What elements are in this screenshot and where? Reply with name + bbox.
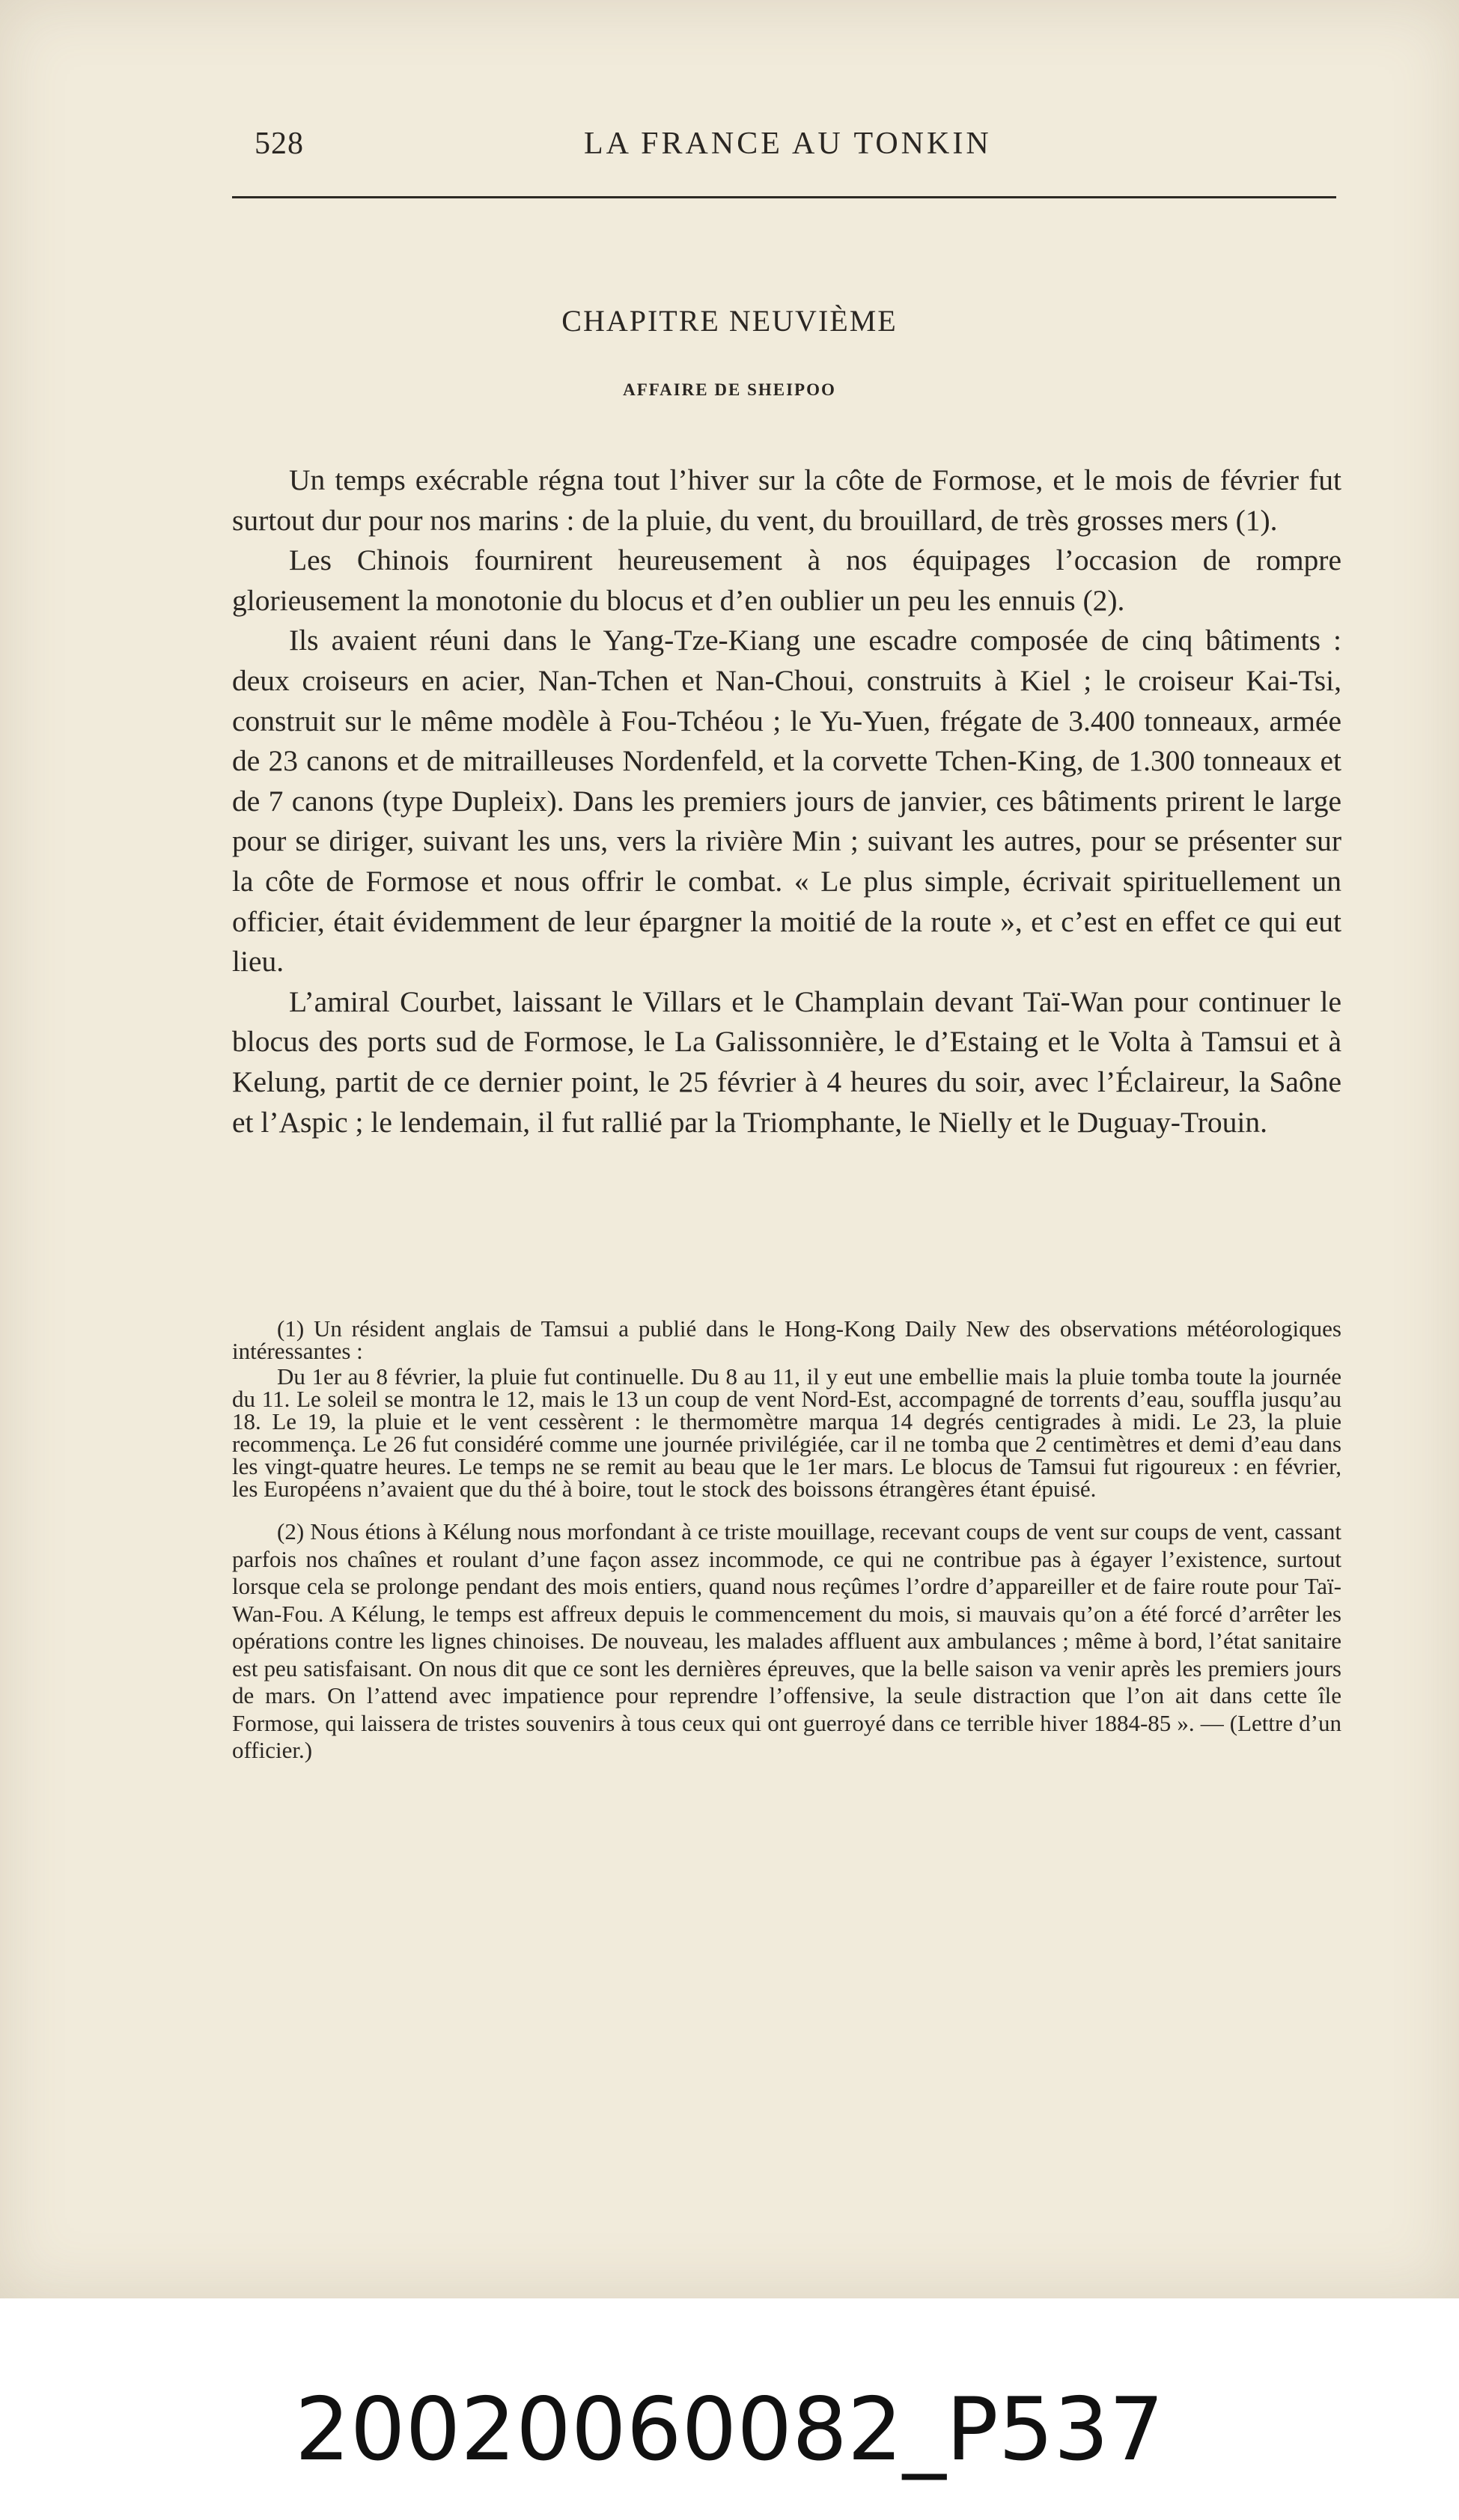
paragraph-2: Les Chinois fournirent heureusement à nos équipages l’occasion de rompre glorieusement la monotonie du blocus et d’en oublier un peu les ennuis (2). — [232, 544, 1341, 617]
header-rule — [232, 196, 1336, 198]
page-header — [0, 126, 1459, 171]
footnotes — [232, 1315, 1341, 1765]
paragraph-4: L’amiral Courbet, laissant le Villars et le Champlain devant Taï-Wan pour continuer le blocus des ports sud de Formose, le La Galissonnière, le d’Estaing et le Volta à Tamsui et à Kelung, partit de ce dernier point, le 25 février à 4 heures du soir, avec l’Éclaireur, la Saône et l’Aspic ; le lendemain, il fut rallié par la Triomphante, le Nielly et le Duguay-Trouin. — [232, 984, 1341, 1139]
running-title: LA FRANCE AU TONKIN — [584, 127, 992, 161]
footnote-2: (2) Nous étions à Kélung nous morfondant à ce triste mouillage, recevant coups de vent sur coups de vent, cassant parfois nos chaînes et roulant d’une façon assez incommode, ce qui ne contribue pas à égayer l’existence, surtout lorsque cela se prolonge pendant des mois entiers, quand nous reçûmes l’ordre d’appareiller et de faire route pour Taï-Wan-Fou. A Kélung, le temps est affreux depuis le commencement du mois, si mauvais qu’on a été forcé d’arrêter les opérations contre les lignes chinoises. De nouveau, les malades affluent aux ambulances ; même à bord, l’état sanitaire est peu satisfaisant. On nous dit que ce sont les dernières épreuves, que la belle saison va venir après les premiers jours de mars. On l’attend avec impatience pour reprendre l’offensive, la seule distraction que l’on ait dans cette île Formose, qui laissera de tristes souvenirs à tous ceux qui ont guerroyé dans ce terrible hiver 1884-85 ». — (Lettre d’un officier.) — [232, 1518, 1341, 1763]
paragraph-1: Un temps exécrable régna tout l’hiver sur la côte de Formose, et le mois de février fut surtout dur pour nos marins : de la pluie, du vent, du brouillard, de très grosses mers (1). — [232, 463, 1341, 537]
chapter-title: CHAPITRE NEUVIÈME — [561, 304, 898, 338]
chapter-subtitle: AFFAIRE DE SHEIPOO — [623, 380, 836, 399]
body-text — [232, 460, 1341, 1142]
footnote-1-intro: (1) Un résident anglais de Tamsui a publié dans le Hong-Kong Daily New des observations météorologiques intéressantes : — [232, 1315, 1341, 1364]
archive-label: 20020060082_P537 — [294, 2379, 1165, 2480]
paragraph-3: Ils avaient réuni dans le Yang-Tze-Kiang une escadre composée de cinq bâtiments : deux croiseurs en acier, Nan-Tchen et Nan-Choui, construits à Kiel ; le croiseur Kai-Tsi, construit sur le même modèle à Fou-Tchéou ; le Yu-Yuen, frégate de 3.400 tonneaux, armée de 23 canons et de mitrailleuses Nordenfeld, et la corvette Tchen-King, de 1.300 tonneaux et de 7 canons (type Dupleix). Dans les premiers jours de janvier, ces bâtiments prirent le large pour se diriger, suivant les uns, vers la rivière Min ; suivant les autres, pour se présenter sur la côte de Formose et nous offrir le combat. « Le plus simple, écrivait spirituellement un officier, était évidemment de leur épargner la moitié de la route », et c’est en effet ce qui eut lieu. — [232, 624, 1341, 979]
footnote-1-body: Du 1er au 8 février, la pluie fut continuelle. Du 8 au 11, il y eut une embellie mais la pluie tomba toute la journée du 11. Le soleil se montra le 12, mais le 13 un coup de vent Nord-Est, accompagné de torrents d’eau, souffla jusqu’au 18. Le 19, la pluie et le vent cessèrent : le thermomètre marqua 14 degrés centigrades à midi. Le 23, la pluie recommença. Le 26 fut considéré comme une journée privilégiée, car il ne tomba que 2 centimètres et demi d’eau dans les vingt-quatre heures. Le temps ne se remit au beau que le 1er mars. Le blocus de Tamsui fut rigoureux : en février, les Européens n’avaient que du thé à boire, tout le stock des boissons étrangères étant épuisé. — [232, 1363, 1341, 1502]
page-number: 528 — [255, 127, 304, 161]
